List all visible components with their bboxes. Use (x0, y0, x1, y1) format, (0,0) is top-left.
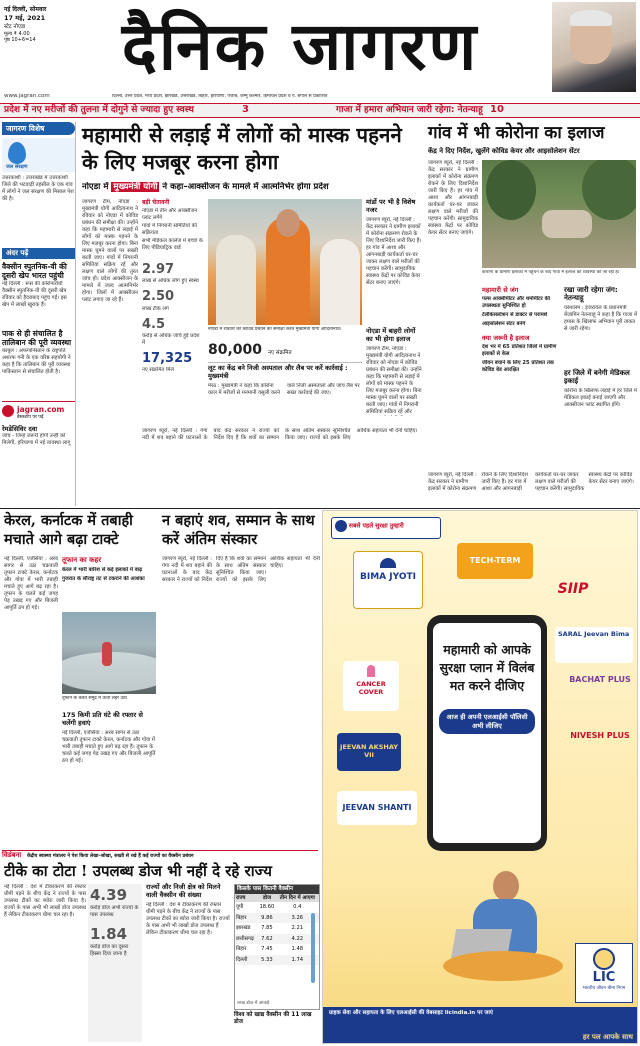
deck-prefix: नोएडा में (82, 182, 109, 192)
world-story (564, 286, 638, 470)
point-1: नोएडा में तीन और आक्सीजन प्लांट लगेंगे (142, 207, 198, 221)
phone-button[interactable]: आज ही अपनी एलआईसी पॉलिसी अभी लीजिए (439, 709, 535, 733)
remdesivir-head[interactable]: रेमडेसिविर दवा (2, 425, 38, 434)
sidebar-story-2-head[interactable]: पाक से ही संचालित है तालिबान की पूरी व्यवस्था (2, 329, 72, 348)
stat-3-label: करोड़ से अधिक जांचें हुईं प्रदेश में (142, 332, 200, 346)
lead-body: जागरण टीम, नोएडा : मुख्यमंत्री योगी आदित्यनाथ ने रविवार को नोएडा में कोविड प्रबंधन की समीक्षा की। उन्होंने कहा कि महामारी से लड़ाई में लोगों को मास्क पहनने के लिए मजबूर करना होगा। बिना मास्क घूमने वालों पर सख्ती बरती जाए। गांवों में निगरानी समितियां सक्रिय रहें और लक्षण वाले लोगों की तुरंत जांच हो। प्रदेश आक्सीजन के मामले में जल्द आत्मनिर्भर होगा। जिलों में आक्सीजन प्लांट लगाए जा रहे हैं। (82, 199, 138, 304)
vaccine-stat-2-num: 1.84 (90, 924, 128, 943)
plan-name-nivesh: NIVESH PLUS (570, 731, 630, 740)
andar-padhen: अंदर पढ़ें (2, 248, 75, 259)
netanyahu-photo (552, 2, 636, 92)
cell-incoming: 3.26 (291, 914, 304, 921)
sub-story-body: मेरठ : मुख्यमंत्री ने कहा कि कोरोना काल में मरीजों से मनमानी वसूली करने वाले निजी अस्पतालों और जांच लैब पर सख्त कार्रवाई की जाए। (208, 382, 360, 396)
kerala-photo-caption: तूफान के चलते समुद्र में ऊंची लहरें उठीं (62, 696, 127, 701)
masthead-logo: दैनिक जागरण (121, 7, 479, 85)
stat-3-num: 4.5 (142, 316, 166, 332)
world-sub-body: कोरोना के खिलाफ लड़ाई में हर जिले में मेडिकल इकाई बनाई जाएगी और आक्सीजन प्लांट स्थापित होंगे। (564, 387, 637, 408)
ad-bottom-bar (323, 1007, 638, 1044)
plan-nivesh-plus[interactable] (569, 731, 631, 771)
patient-figure (542, 210, 592, 238)
ad-slogan: हर पल आपके साथ (582, 1033, 633, 1042)
sidebar-lead: उत्तरकाशी : उत्तराखंड में उत्तरकाशी जिले की भटवाड़ी तहसील के एक गांव में लोगों ने जल संरक्षण की मिसाल पेश की है। (2, 175, 74, 203)
syringe-icon (311, 913, 315, 983)
ad-tagline: सबसे पहले सुरक्षा तुम्हारी (348, 522, 404, 530)
lead-stats (142, 262, 204, 422)
village-body: जागरण ब्यूरो, नई दिल्ली : केंद्र सरकार ने ग्रामीण इलाकों में कोरोना संक्रमण रोकने के लिए दिशानिर्देश जारी किए हैं। हर गांव में आशा और आंगनबाड़ी कार्यकर्ता घर-घर जाकर लक्षण वाले मरीजों की पहचान करेंगी। सामुदायिक स्वास्थ्य केंद्रों पर कोविड केयर सेंटर बनाए जाएंगे। (428, 160, 478, 237)
phone-mockup (427, 615, 547, 851)
kerala-kicker: तूफान का कहर (62, 556, 102, 564)
page-count: पृष्ठ 10+6=14 (4, 36, 36, 43)
lic-umbrella-icon (380, 558, 396, 568)
cell-incoming: 2.21 (291, 925, 304, 932)
sidebar-story-1-body: नई दिल्ली : रूस की कोरोनारोधी वैक्सीन स्पुतनिक-वी की दूसरी खेप रविवार को हैदराबाद पहुंच गई। इस खेप में लाखों खुराक हैं। (2, 281, 67, 309)
ad-tagline-box (331, 517, 441, 539)
plan-name-saral: SARAL Jeevan Bima (558, 630, 630, 638)
water-drop-icon (8, 142, 26, 164)
big-number-label: नए संक्रमित (267, 350, 292, 356)
phone-text: महामारी को आपके सुरक्षा प्लान में विलंब मत करने दीजिए (439, 642, 535, 694)
ticker-bar (0, 103, 640, 118)
beanbag-shape (443, 951, 563, 981)
jagran-app-sub: डेस्कटॉप पर पढ़ें (17, 415, 44, 421)
vaccine-mid-body: नई दिल्ली : देश में टीकाकरण की रफ्तार धीमी पड़ने के बीच केंद्र ने राज्यों के पास उपलब्ध टीकों का ब्योरा जारी किया है। राज्यों के पास अभी भी लाखों डोज उपलब्ध हैं लेकिन टीकाकरण धीमा चल रहा है। (146, 901, 230, 936)
village-photo (482, 160, 636, 268)
plan-name-akshay: JEEVAN AKSHAY VII (340, 743, 398, 760)
vaccine-table-title: किसके पास कितनी वैक्सीन (235, 885, 319, 894)
cell-doses: 5.33 (261, 956, 273, 963)
cell-incoming: 0.4 (293, 904, 302, 911)
vaccine-mid (146, 884, 230, 1042)
cell-doses: 7.45 (261, 946, 273, 953)
stat-2-label: लाख टीके लगे (142, 305, 169, 312)
deck-highlight: मुख्यमंत्री योगी (113, 182, 158, 192)
big-number: 80,000 (208, 342, 263, 358)
dateline: नई दिल्ली, सोमवार (4, 6, 47, 13)
plan-name-cancer: CANCER COVER (356, 680, 386, 697)
table-row (235, 923, 319, 934)
lic-brand: LIC (592, 970, 616, 985)
person-figure (102, 642, 112, 666)
sidebar-story-2-body: काबुल : अफगानिस्तान के राष्ट्रपति अशरफ गनी के एक वरिष्ठ सहयोगी ने कहा है कि तालिबान की पूरी व्यवस्था पाकिस्तान से संचालित होती है। (2, 348, 71, 376)
lead-headline[interactable]: महामारी से लड़ाई में लोगों को मास्क पहनने के लिए मजबूर करना होगा (82, 123, 402, 175)
sub-story (208, 362, 362, 426)
table-row (235, 955, 319, 966)
cell-doses: 18.60 (259, 904, 275, 911)
ticker-left-page: 3 (242, 104, 249, 115)
lic-name: भारतीय जीवन बीमा निगम (582, 986, 626, 992)
man-with-laptop (433, 871, 563, 981)
sidebar (2, 122, 76, 506)
website[interactable]: www.jagran.com (4, 93, 50, 99)
kerala-kicker-box (62, 556, 156, 610)
col-state: राज्य (236, 894, 246, 901)
vaccine-kicker-line: केंद्रीय स्वास्थ्य मंत्रालय ने पेश किया लेखा–जोखा, सख्ती से रखे हैं कई राज्यों का वैक्सीन प्रबंधन (27, 854, 194, 859)
kerala-point-2: गुजरात के सौराष्ट्र तट से टकराने की आशंका (62, 575, 145, 582)
plan-bima-jyoti[interactable] (353, 551, 423, 609)
phone-screen (433, 623, 541, 843)
village-box-point-2: टेलीकंसल्टेशन से डाक्टर से परामर्श (482, 312, 548, 319)
water-logo-text: जल संरक्षण (6, 164, 28, 171)
photo-caption: नोएडा में रविवार को कोविड प्रबंधन की समीक्षा करते मुख्यमंत्री योगी आदित्यनाथ। (208, 327, 342, 332)
side-story-body: जागरण ब्यूरो, नई दिल्ली : केंद्र सरकार ने ग्रामीण इलाकों में कोरोना संक्रमण रोकने के लिए दिशानिर्देश जारी किए हैं। हर गांव में आशा और आंगनबाड़ी कार्यकर्ता घर-घर जाकर लक्षण वाले मरीजों की पहचान करेंगी। सामुदायिक स्वास्थ्य केंद्रों पर कोविड केयर सेंटर बनाए जाएंगे। (366, 216, 422, 286)
lead-photo (208, 199, 362, 325)
col-doses: डोज (262, 894, 271, 901)
cell-state: यूपी (236, 904, 244, 911)
kerala-stat-head: 175 किमी प्रति घंटे की रफ्तार से चलेंगी हवाएं (62, 711, 143, 727)
world-head[interactable]: रखा जारी रहेगा जंग: नेतन्याहू (564, 286, 618, 303)
village-continuation: जागरण ब्यूरो, नई दिल्ली : केंद्र सरकार ने ग्रामीण इलाकों में कोरोना संक्रमण रोकने के लिए दिशानिर्देश जारी किए हैं। हर गांव में आशा और आंगनबाड़ी कार्यकर्ता घर-घर जाकर लक्षण वाले मरीजों की पहचान करेंगी। सामुदायिक स्वास्थ्य केंद्रों पर कोविड केयर सेंटर बनाए जाएंगे। (428, 472, 634, 493)
stat-1-num: 2.97 (142, 262, 175, 277)
vaccine-headline[interactable]: टीके का टोटा ! उपलब्ध डोज भी नहीं दे रहे राज्य (4, 862, 272, 880)
village-box-head: महामारी से जंग (482, 286, 519, 294)
ribbon-icon (367, 665, 375, 677)
table-row (235, 913, 319, 924)
plan-tech-term[interactable] (457, 543, 533, 579)
cell-state: बिहार (236, 946, 247, 953)
cell-doses: 7.62 (261, 935, 273, 942)
plan-jeevan-akshay[interactable] (337, 733, 401, 771)
big-number-box (208, 342, 362, 360)
kerala-stat-box (62, 712, 156, 846)
jagran-app-box[interactable] (2, 401, 75, 425)
plan-cancer-cover[interactable] (343, 661, 399, 711)
doc-story-head[interactable]: नोएडा में बाहरी लोगों का भी होगा इलाज (366, 327, 416, 343)
table-note: लाख डोज में आंकड़े (237, 1001, 270, 1007)
cell-state: दिल्ली (236, 956, 248, 963)
lead-points-box (142, 199, 204, 259)
tree-1 (486, 160, 536, 220)
table-row (235, 902, 319, 913)
village-photo-caption: कोरोना के ग्रामीण इलाकों में पहुंचने के बाद गांवों में इलाज की व्यवस्था की जा रही है। (482, 270, 620, 275)
lic-logo-box (575, 943, 633, 1003)
village-box2-head: क्या जरूरी है इलाज (482, 334, 530, 343)
remdesivir-body: जांच - जिन्हें जरूरी होगी उन्हीं को मिलेगी, हरियाणा में नई व्यवस्था लागू (2, 433, 71, 447)
kerala-point-1: केरल में भारी बारिश से कई इलाकों में बाढ़ (62, 566, 143, 573)
village-box2-point-2: जीवन बचाने के लिए 25 प्रतिशत तक कोविड बेड आरक्षित (482, 360, 554, 374)
world-body: यरुशलम : इजरायल के प्रधानमंत्री बेंजामिन नेतन्याहू ने कहा है कि गाजा में हमास के खिलाफ अभियान पूरी ताकत से जारी रहेगा। (564, 304, 638, 332)
stat-2-num: 2.50 (142, 289, 175, 305)
side-story-box (366, 199, 422, 325)
table-header-row (235, 894, 319, 903)
ticker-left[interactable]: प्रदेश में नए मरीजों की तुलना में दोगुने से ज्यादा हुए स्वस्थ (4, 105, 194, 115)
vaccine-footer (234, 1012, 320, 1042)
deck-rest: ने कहा–आक्सीजन के मामले में आत्मनिर्भर होगा प्रदेश (162, 182, 329, 192)
col-incoming: तीन दिन में आएगा (279, 894, 315, 901)
table-row (235, 944, 319, 955)
stat-4-label: नए संक्रमित मिले (142, 367, 174, 374)
plan-name-bachat: BACHAT PLUS (569, 675, 631, 684)
village-box-point-1: पल्स आक्सीमीटर और थर्मामीटर की उपलब्धता सुनिश्चित हो (482, 296, 550, 310)
vaccine-body: नई दिल्ली : देश में टीकाकरण की रफ्तार धीमी पड़ने के बीच केंद्र ने राज्यों के पास उपलब्ध टीकों का ब्योरा जारी किया है। राज्यों के पास अभी भी लाखों डोज उपलब्ध हैं लेकिन टीकाकरण धीमा चल रहा है। (4, 884, 86, 919)
funeral-body: जागरण ब्यूरो, नई दिल्ली : गंगा नदी में शव बहाने की घटनाओं के बाद केंद्र सरकार ने राज्यों को निर्देश दिए हैं कि शवों का सम्मान के साथ अंतिम संस्कार सुनिश्चित किया जाए। राज्यों को इसके लिए आर्थिक सहायता भी देनी चाहिए। (162, 556, 320, 584)
price: मूल्य ₹ 4.00 (4, 30, 30, 37)
cell-incoming: 1.74 (291, 956, 304, 963)
village-deck: केंद्र ने दिए निर्देश, खुलेंगे कोविड केयर और आइसोलेशन सेंटर (428, 147, 580, 155)
vaccine-kicker: विडंबना (2, 851, 22, 859)
fold-divider (0, 508, 640, 509)
vaccine-kicker-bar (2, 850, 318, 860)
ticker-right[interactable]: गाजा में हमारा अभियान जारी रहेगा: नेतन्याहू (336, 105, 483, 115)
plan-saral[interactable] (555, 627, 633, 663)
plan-name-tech-term: TECH-TERM (469, 556, 521, 565)
lic-ad[interactable] (322, 510, 638, 1044)
kerala-photo (62, 612, 156, 694)
water-logo (2, 138, 75, 172)
village-box2-point-1: देश भर में 65 प्रतिशत जिलों में ग्रामीण इलाकों से केस (482, 344, 557, 358)
kerala-headline[interactable]: केरल, कर्नाटक में तबाही मचाते आगे बढ़ा टाक्टे (4, 512, 133, 548)
table-row (235, 934, 319, 945)
vaccine-table-box (234, 884, 320, 1010)
section-tag: जागरण विशेष (2, 122, 75, 135)
points-title: बड़ी चेतावनी (142, 199, 170, 206)
ticker-right-page: 10 (490, 104, 504, 115)
figure-1-head (276, 209, 300, 237)
world-sub-head[interactable]: हर जिले में बनेगी मेडिकल इकाई (564, 368, 630, 386)
funeral-headline[interactable]: न बहाएं शव, सम्मान के साथ करें अंतिम संस्कार (162, 512, 315, 548)
plan-name-siip: SIIP (557, 581, 589, 597)
issue-date: 17 मई, 2021 (4, 13, 46, 22)
kerala-body: नई दिल्ली, एजेंसियां : अरब सागर से उठा चक्रवाती तूफान टाक्टे केरल, कर्नाटक और गोवा में भारी तबाही मचाते हुए आगे बढ़ रहा है। तूफान के चलते कई जगह पेड़ उखड़ गए और बिजली आपूर्ति ठप हो गई। (4, 556, 58, 612)
editions-line: दिल्ली, उत्तर प्रदेश, मध्य प्रदेश, झारखंड, उत्तराखंड, बिहार, हरियाणा, पंजाब, जम्मू कश्मीर, हिमाचल प्रदेश व पं. बंगाल से प्रकाशित (112, 94, 328, 99)
tree-2 (582, 160, 636, 220)
point-3: सभी मेडिकल कालेज में बच्चों के लिए पीडियाट्रिक वार्ड (142, 237, 203, 251)
point-2: गांवों में निगरानी समितियों की सक्रियता (142, 222, 197, 236)
lic-small-logo-icon (335, 520, 347, 532)
plan-jeevan-shanti[interactable] (337, 791, 417, 825)
figure-3 (320, 239, 360, 325)
stat-1-label: लाख से अधिक लोग हुए स्वस्थ (142, 278, 199, 285)
sidebar-story-1-head[interactable]: वैक्सीन स्पुतनिक-वी की दूसरी खेप भारत पहुंची (2, 262, 67, 281)
ad-bottom-text: ग्राहक सेवा और सहायता के लिए एलआईसी की वेबसाइट licindia.in पर जाएं (329, 1010, 493, 1016)
vaccine-stat-2-label: करोड़ डोज का दूसरा हिस्सा दिया जाना है (90, 943, 129, 957)
cell-state: छत्तीसगढ़ (236, 935, 254, 942)
side-story-head[interactable]: मांडों पर भी है विशेष नजर (366, 198, 416, 214)
dateline-block (4, 6, 84, 43)
lead-continuation: जागरण ब्यूरो, नई दिल्ली : गंगा नदी में शव बहाने की घटनाओं के बाद केंद्र सरकार ने राज्यों को निर्देश दिए हैं कि शवों का सम्मान के साथ अंतिम संस्कार सुनिश्चित किया जाए। राज्यों को इसके लिए आर्थिक सहायता भी देनी चाहिए। (142, 428, 418, 442)
doc-story (366, 328, 422, 426)
vaccine-footer-head: विश्व को खाद्य वैक्सीन की 11 लाख डोज (234, 1012, 312, 1025)
plan-name-bima-jyoti: BIMA JYOTI (360, 572, 416, 582)
vaccine-mid-head: राज्यों और निजी क्षेत्र को मिलने वाली वैक्सीन की संख्या (146, 883, 221, 899)
vaccine-stat-1-num: 4.39 (90, 886, 128, 904)
edition-name: स्टेट नोएडा (4, 23, 26, 30)
vaccine-stat-1-label: करोड़ डोज अभी राज्यों के पास उपलब्ध (90, 904, 139, 918)
man-head (493, 871, 519, 901)
village-box-point-3: आइसोलेशन सेंटर बनेंगे (482, 321, 526, 328)
cell-state: झारखंड (236, 925, 251, 932)
vaccine-table (235, 894, 319, 966)
stat-4-num: 17,325 (142, 350, 193, 366)
cell-incoming: 4.22 (291, 935, 304, 942)
village-headline[interactable]: गांव में भी कोरोना का इलाज (428, 123, 605, 143)
plan-name-shanti: JEEVAN SHANTI (342, 803, 412, 812)
lead-deck (82, 182, 422, 196)
cell-state: बिहार (236, 914, 247, 921)
plan-siip[interactable] (543, 581, 603, 617)
jagran-app-icon (2, 405, 14, 417)
kerala-stat-body: नई दिल्ली, एजेंसियां : अरब सागर से उठा चक्रवाती तूफान टाक्टे केरल, कर्नाटक और गोवा में भारी तबाही मचाते हुए आगे बढ़ रहा है। तूफान के चलते कई जगह पेड़ उखड़ गए और बिजली आपूर्ति ठप हो गई। (62, 729, 156, 764)
village-box (482, 286, 560, 470)
lic-logo-icon (593, 948, 615, 970)
doc-story-body: जागरण टीम, नोएडा : मुख्यमंत्री योगी आदित्यनाथ ने रविवार को नोएडा में कोविड प्रबंधन की समीक्षा की। उन्होंने कहा कि महामारी से लड़ाई में लोगों को मास्क पहनने के लिए मजबूर करना होगा। बिना मास्क घूमने वालों पर सख्ती बरती जाए। गांवों में निगरानी समितियां सक्रिय रहें और (366, 345, 422, 415)
jagran-app-name: jagran.com (17, 405, 65, 415)
sub-story-head[interactable]: लूट का केंद्र बने निजी अस्पताल और लैब पर करें कार्रवाई : मुख्यमंत्री (208, 364, 348, 380)
cell-doses: 9.86 (261, 914, 273, 921)
cell-doses: 7.85 (261, 925, 273, 932)
vaccine-stats (88, 884, 142, 1042)
plan-bachat-plus[interactable] (569, 675, 631, 715)
figure-2 (216, 235, 256, 325)
hair-shape (570, 10, 612, 26)
cell-incoming: 1.48 (291, 946, 304, 953)
